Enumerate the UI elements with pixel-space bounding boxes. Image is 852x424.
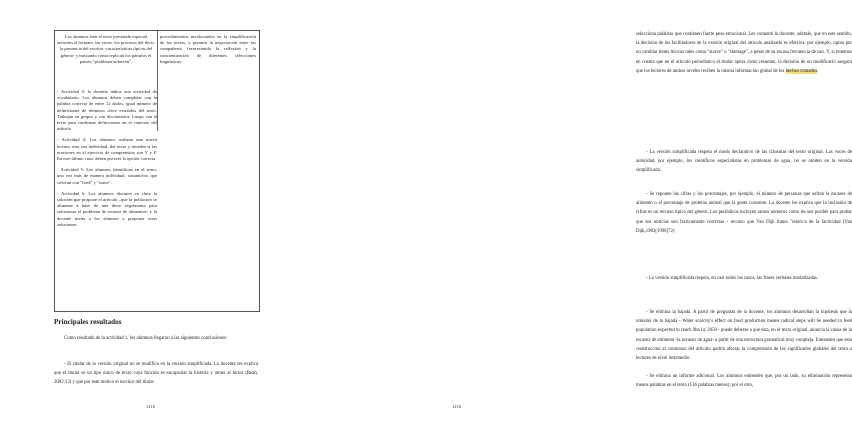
paragraph-text: .	[817, 68, 819, 74]
result-paragraph: - Se elimina la bajada. A partir de preguntas de la docente, los alumnos desarrollan la hipótesis que la omisión de la bajada - Water scarcity's effect on food production means radical steps will be needed to feed population expected to reach 9bn by 2050 - puede deberse a que ésta, en el texto original, anuncia la causa de la escasez de alimento -la escasez de agua- a partir de una estructura gramatical muy compleja. Entienden que esta construcción al comienzo del artículo podría afectar la comprensión de los significados globales del texto a lectores de nivel intermedio.	[636, 310, 852, 362]
activity-item: - Actividad 5: Los alumnos identifican en el texto, una vez más de manera individual, sustantivos que colocan con "food" y "water".	[57, 167, 157, 185]
page-number: 1216	[452, 404, 462, 409]
result-paragraph: - El titular de la versión original no se modifica en la versión simplificada. La docente les explica que el titular es un tipo único de texto cuya función es encapsular la historia y atraer al lector (Reah, 2002:13) y que por este motivo el escritor del titular	[54, 362, 258, 386]
table-cell-objectives: procedimientos involucrados en la simplificación de los textos, y permitir la negociación entre los compañeros favoreciendo la reflexión y la concientización de diferentes selecciones lingüísticas.	[160, 34, 256, 64]
paragraph-text: selecciona palabras que contienen fuerte peso emocional. Les comentó la docente, además, que en este sentido, la decisión de los facilitadores de la versión original del artículo analizado es efectiva: por ejemplo, optan por no cambiar ítems léxicos tales como "starve" o "shortage", a pesar de su escasa frecuencia de uso. Y, si tenemos en cuenta que en el artículo periodístico el titular opera como resumen, la decisión de no modificarlo asegura que los lectores de ambos niveles reciben la misma información global de los	[636, 32, 852, 74]
section-heading: Principales resultados	[54, 318, 122, 326]
activity-item: - Actividad 4: Los alumnos realizan una nueva lectura, esta vez individual, del texto y deciden si las oraciones en el ejercicio de comprensión son V y F. En este último caso, deben proveer la opción correcta.	[57, 137, 157, 162]
result-paragraph: - Se elimina un informe adicional. Los alumnos entienden que, por un lado, su eliminación representa menos palabras en el texto (136 palabras menos); por el otro,	[636, 374, 852, 389]
left-page	[0, 0, 300, 424]
right-page	[300, 0, 852, 424]
result-paragraph: - La versión simplificada respeta el modo declarativo de las cláusulas del texto original. Las voces de autoridad, por ejemplo, los científicos especialistas en problemas de agua, no se omiten en la versión simplificada.	[636, 150, 852, 174]
page-number: 1216	[146, 404, 156, 409]
activity-table	[54, 30, 260, 312]
table-cell-reading-task: Los alumnos leen el texto prestando especial atención al formato: las voces, los procesos del decir, la presencia del escritor -características típicas del género- y buscando cómo replican los párrafos el patrón "problema-solución".	[57, 34, 155, 64]
results-intro: Como resultado de la actividad 1, los alumnos llegaron a las siguientes conclusiones:	[64, 336, 228, 341]
highlighted-text: hechos contados	[785, 68, 818, 74]
table-column-divider	[157, 31, 158, 131]
activity-list	[57, 89, 157, 233]
result-paragraph-continued	[636, 30, 852, 76]
activity-item: - Actividad 3: la docente indica una actividad de vocabulario. Los alumnos deben completar con la palabra correcta de entre 12 dados, igual número de definiciones de términos clave extraídos del texto. Trabajan en grupos y con diccionarios. Luego van al texto para confirmar definiciones en el contexto del artículo	[57, 89, 157, 132]
activity-item: - Actividad 6: Los alumnos discuten en clase la solución que propone el artículo –que la población se alimente a base de una dieta vegetariana para solucionar el problema de escasez de alimentos- y la docente invita a los alumnos a proponer otras soluciones.	[57, 190, 157, 227]
result-paragraph: - Se reponen las cifras y los porcentajes, por ejemplo, el número de personas que sufren la escasez de alimento o el porcentaje de proteína animal que la gente consume. La docente les explica que la inclusión de cifras es un recurso típico del género. Los periódicos incluyen tantos números como les sea posible para probar que sus noticias son fácticamente correctas - recurso que Van Dijk llama "retórica de la facticidad (Van Dijk,1983[1996]72)	[636, 192, 852, 234]
result-paragraph: - La versión simplificada respeta, en casi todos los casos, las frases verbales modalizadas.	[646, 276, 819, 281]
